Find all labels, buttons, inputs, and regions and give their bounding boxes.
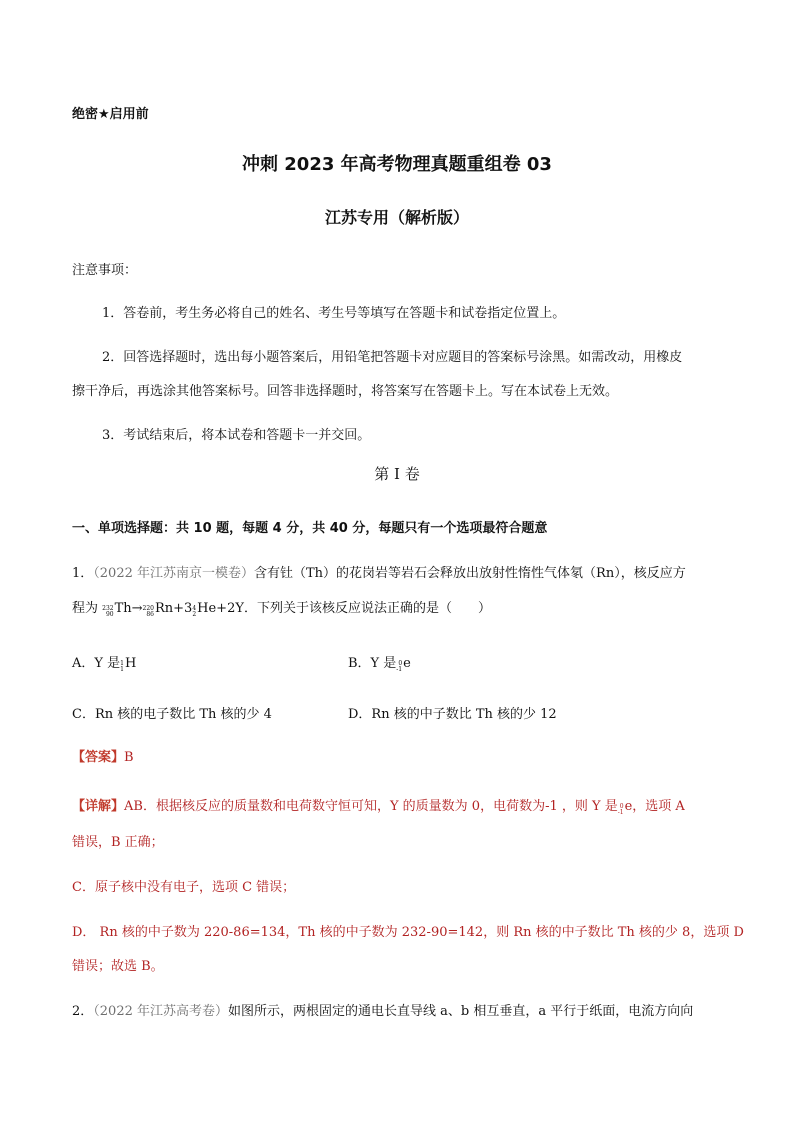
question-1-option-d: D．Rn 核的中子数比 Th 核的少 12 (348, 707, 557, 722)
radon-atomic-number: 86 (146, 611, 154, 618)
detail-electron-mass-number: 0 (619, 803, 624, 810)
hydrogen-atomic-number: 1 (120, 666, 124, 673)
notice-item-2-line-2: 擦干净后，再选涂其他答案标号。回答非选择题时，将答案写在答题卡上。写在本试卷上无效。 (72, 384, 619, 399)
question-1-stem-prefix: 程为 (72, 601, 99, 616)
thorium-symbol: Th→ (114, 601, 143, 616)
hydrogen-symbol: H (124, 656, 137, 671)
electron-symbol: e (403, 656, 411, 671)
question-1-detail-d-line-2: 错误；故选 B。 (72, 959, 164, 974)
question-1-line-1 (72, 562, 686, 581)
detail-line-1-prefix: AB．根据核反应的质量数和电荷数守恒可知，Y 的质量数为 0，电荷数为-1 ，则 Y 是 (124, 799, 618, 814)
nuclide-hydrogen (120, 656, 136, 673)
radon-mass-number: 220 (142, 605, 154, 612)
detail-label: 【详解】 (72, 799, 125, 814)
question-1-detail-line-1 (72, 795, 685, 816)
hydrogen-mass-number: 1 (120, 660, 124, 667)
answer-label: 【答案】 (72, 750, 125, 765)
question-1-stem-suffix: ．下列关于该核反应说法正确的是（ ） (243, 601, 491, 616)
option-b-prefix: B．Y 是 (348, 656, 397, 671)
helium-symbol: He+2Y (197, 601, 244, 616)
question-1-detail-d-line-1: D． Rn 核的中子数为 220-86=134，Th 核的中子数为 232-90=142，则 Rn 核的中子数比 Th 核的少 8，选项 D (72, 925, 744, 940)
helium-atomic-number: 2 (192, 611, 197, 618)
question-1-detail-c: C．原子核中没有电子，选项 C 错误； (72, 880, 296, 895)
question-1-option-a (72, 652, 136, 673)
answer-value: B (124, 750, 134, 765)
nuclide-radon (143, 601, 193, 618)
notice-item-3: 3．考试结束后，将本试卷和答题卡一并交回。 (102, 428, 371, 443)
nuclide-thorium (102, 601, 142, 618)
question-1-number: 1． (72, 566, 94, 581)
detail-electron-charge-number: -1 (617, 809, 624, 816)
question-1-line-2 (72, 597, 491, 618)
question-2-line-1 (72, 1000, 693, 1019)
question-2-number: 2． (72, 1004, 94, 1019)
page-title: 冲刺 2023 年高考物理真题重组卷 03 (242, 154, 552, 175)
helium-mass-number: 4 (192, 605, 197, 612)
question-2-stem-line-1: 如图所示，两根固定的通电长直导线 a、b 相互垂直，a 平行于纸面，电流方向向 (228, 1004, 694, 1019)
question-1-option-b (348, 652, 411, 673)
question-1-detail-line-2: 错误，B 正确； (72, 835, 164, 850)
detail-line-1-suffix: ，选项 A (632, 799, 685, 814)
question-1-source: （2022 年江苏南京一模卷） (93, 566, 254, 581)
question-1-answer (72, 746, 134, 765)
thorium-mass-number: 232 (102, 605, 114, 612)
electron-charge-number: -1 (396, 666, 403, 673)
radon-symbol: Rn+3 (155, 601, 193, 616)
section-1-heading: 一、单项选择题：共 10 题，每题 4 分，共 40 分，每题只有一个选项最符合题意 (72, 521, 548, 536)
detail-electron-symbol: e (624, 799, 633, 814)
nuclide-detail-electron (618, 799, 633, 816)
question-2-source: （2022 年江苏高考卷） (93, 1004, 228, 1019)
question-1-stem-line-1: 含有钍（Th）的花岗岩等岩石会释放出放射性惰性气体氡（Rn），核反应方 (254, 566, 686, 581)
option-a-prefix: A．Y 是 (72, 656, 121, 671)
notice-heading: 注意事项： (72, 263, 138, 278)
notice-item-1: 1．答卷前，考生务必将自己的姓名、考生号等填写在答题卡和试卷指定位置上。 (102, 306, 566, 321)
nuclide-helium (192, 601, 244, 618)
notice-item-2-line-1: 2．回答选择题时，选出每小题答案后，用铅笔把答题卡对应题目的答案标号涂黑。如需改动，用橡皮 (102, 350, 683, 365)
thorium-atomic-number: 90 (105, 611, 114, 618)
question-1-option-c: C．Rn 核的电子数比 Th 核的少 4 (72, 707, 272, 722)
volume-title: 第 I 卷 (374, 465, 420, 483)
electron-mass-number: 0 (398, 660, 403, 667)
nuclide-electron (396, 656, 411, 673)
secret-mark: 绝密★启用前 (72, 107, 149, 122)
page-subtitle: 江苏专用（解析版） (324, 208, 469, 227)
